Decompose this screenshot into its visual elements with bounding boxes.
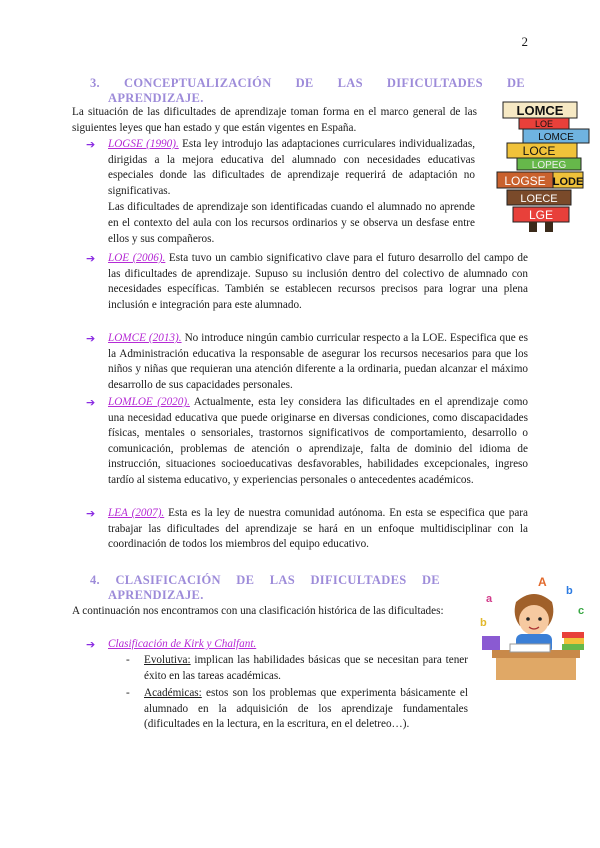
heading-word: 4. (90, 573, 100, 587)
heading-word: CLASIFICACIÓN (115, 573, 221, 587)
law-description: No introduce ningún cambio curricular respecto a la LOE. Especifica que es la Administración educativa la responsable de asegurar los recursos necesarios para que los niños y niñas que requieran una atención diferente a la ordinaria, puedan alcanzar el máximo desarrollo de sus capacidades personales. (108, 332, 528, 391)
classification-title: Clasificación de Kirk y Chalfant. (108, 638, 257, 650)
arrow-bullet-icon: ➔ (86, 396, 96, 409)
sub-item-term: Evolutiva: (144, 654, 191, 666)
floating-letter: c (578, 605, 585, 617)
heading-word: DIFICULTADES (310, 573, 407, 587)
section-4-heading (90, 573, 440, 603)
law-name: LOMCE (2013). (108, 332, 182, 344)
law-item-logse (86, 137, 475, 247)
law-extra-description: Las dificultades de aprendizaje son identificadas cuando el alumnado no aprende en el contexto del aula con los recursos ordinarios y se observa un desfase entre ellos y sus compañeros. (108, 201, 475, 245)
heading-word: 3. (90, 76, 100, 90)
book-label: LOCE (522, 144, 556, 158)
law-description: Esta ley introdujo las adaptaciones curriculares individualizadas, dirigidas a la mejora educativa del alumnado con necesidades educativas especiales donde las dificultades de aprendizaje requerirá de adaptación no significativas. (108, 138, 475, 197)
heading-word: DE (506, 76, 525, 90)
law-description: Esta es la ley de nuestra comunidad autónoma. En esta se especifica que para trabajar las dificultades del aprendizaje se hará en un enfoque multidisciplinar con la coordinación de todos los miembros del equipo educativo. (108, 507, 528, 551)
heading-line-2: APRENDIZAJE. (108, 91, 204, 105)
book-label: LOMCE (538, 132, 574, 143)
section-4-intro: A continuación nos encontramos con una clasificación histórica de las dificultades: (72, 605, 444, 617)
book-label: LOGSE (504, 174, 546, 188)
law-item-lomloe (86, 395, 528, 489)
sub-item-text: estos son los problemas que experimenta básicamente el alumnado en la adquisición de los aprendizaje fundamentales (dificultades en la lectura, en la escritura, en el deletreo…). (144, 687, 468, 731)
law-books-illustration (493, 100, 593, 232)
law-name: LOMLOE (2020). (108, 396, 190, 408)
heading-word: DE (236, 573, 255, 587)
law-description: Esta tuvo un cambio significativo clave para el futuro desarrollo del campo de las dificultades de aprendizaje. Supuso su inclusión dentro del colectivo de alumnado con necesidades específicas. También se establecen recursos precisos para lograr una plena inclusión e integración para este alumnado. (108, 252, 528, 311)
book-label: LODE (552, 176, 584, 188)
book-label: LOECE (520, 193, 558, 205)
law-name: LOE (2006). (108, 252, 166, 264)
section-3-heading (90, 76, 525, 106)
law-item-loe (86, 251, 528, 313)
sub-item-text: implican las habilidades básicas que se necesitan para tener éxito en las tareas académicas. (144, 654, 468, 682)
child-studying-illustration (476, 572, 594, 682)
classification-item (86, 637, 468, 653)
heading-word: LAS (269, 573, 295, 587)
floating-letter: A (538, 575, 547, 589)
book-label: LOE (534, 119, 554, 129)
heading-word: DIFICULTADES (386, 76, 483, 90)
dash-bullet: - (126, 654, 130, 666)
heading-word: DE (421, 573, 440, 587)
arrow-bullet-icon: ➔ (86, 507, 96, 520)
law-item-lomce (86, 331, 528, 393)
book-label: LGE (528, 208, 554, 222)
law-name: LEA (2007). (108, 507, 165, 519)
arrow-bullet-icon: ➔ (86, 138, 96, 151)
floating-letter: a (486, 593, 493, 605)
dash-bullet: - (126, 687, 130, 699)
arrow-bullet-icon: ➔ (86, 332, 96, 345)
floating-letter: b (566, 585, 573, 597)
floating-letter: b (480, 617, 487, 629)
sub-item-term: Académicas: (144, 687, 202, 699)
book-label: LOPEG (531, 160, 567, 171)
sub-item-academicas (126, 686, 468, 733)
section-3-intro: La situación de las dificultades de aprendizaje toman forma en el marco general de las siguientes leyes que han estado y que están vigentes en España. (72, 106, 477, 134)
arrow-bullet-icon: ➔ (86, 252, 96, 265)
heading-word: LAS (337, 76, 363, 90)
book-label: LOMCE (516, 103, 564, 118)
heading-word: CONCEPTUALIZACIÓN (124, 76, 272, 90)
law-description: Actualmente, esta ley considera las dificultades en el aprendizaje como una necesidad educativa que puede originarse en diversas condiciones, como discapacidades físicas, mentales o sensoriales, trastornos significativos de comportamiento, desarrollo o comunicación, problemas de atención o aprendizaje, falta de dominio del idioma de instrucción, situaciones socioeducativas desfavorables, habilidades excepcionales, ingreso tardío al sistema educativo, y experiencias personales o antecedentes académicos. (108, 396, 528, 486)
law-item-lea (86, 506, 528, 553)
sub-item-evolutiva (126, 653, 468, 684)
arrow-bullet-icon: ➔ (86, 638, 96, 651)
heading-word: DE (295, 76, 314, 90)
law-name: LOGSE (1990). (108, 138, 179, 150)
page-number: 2 (521, 34, 528, 49)
heading-line-2: APRENDIZAJE. (108, 588, 204, 602)
